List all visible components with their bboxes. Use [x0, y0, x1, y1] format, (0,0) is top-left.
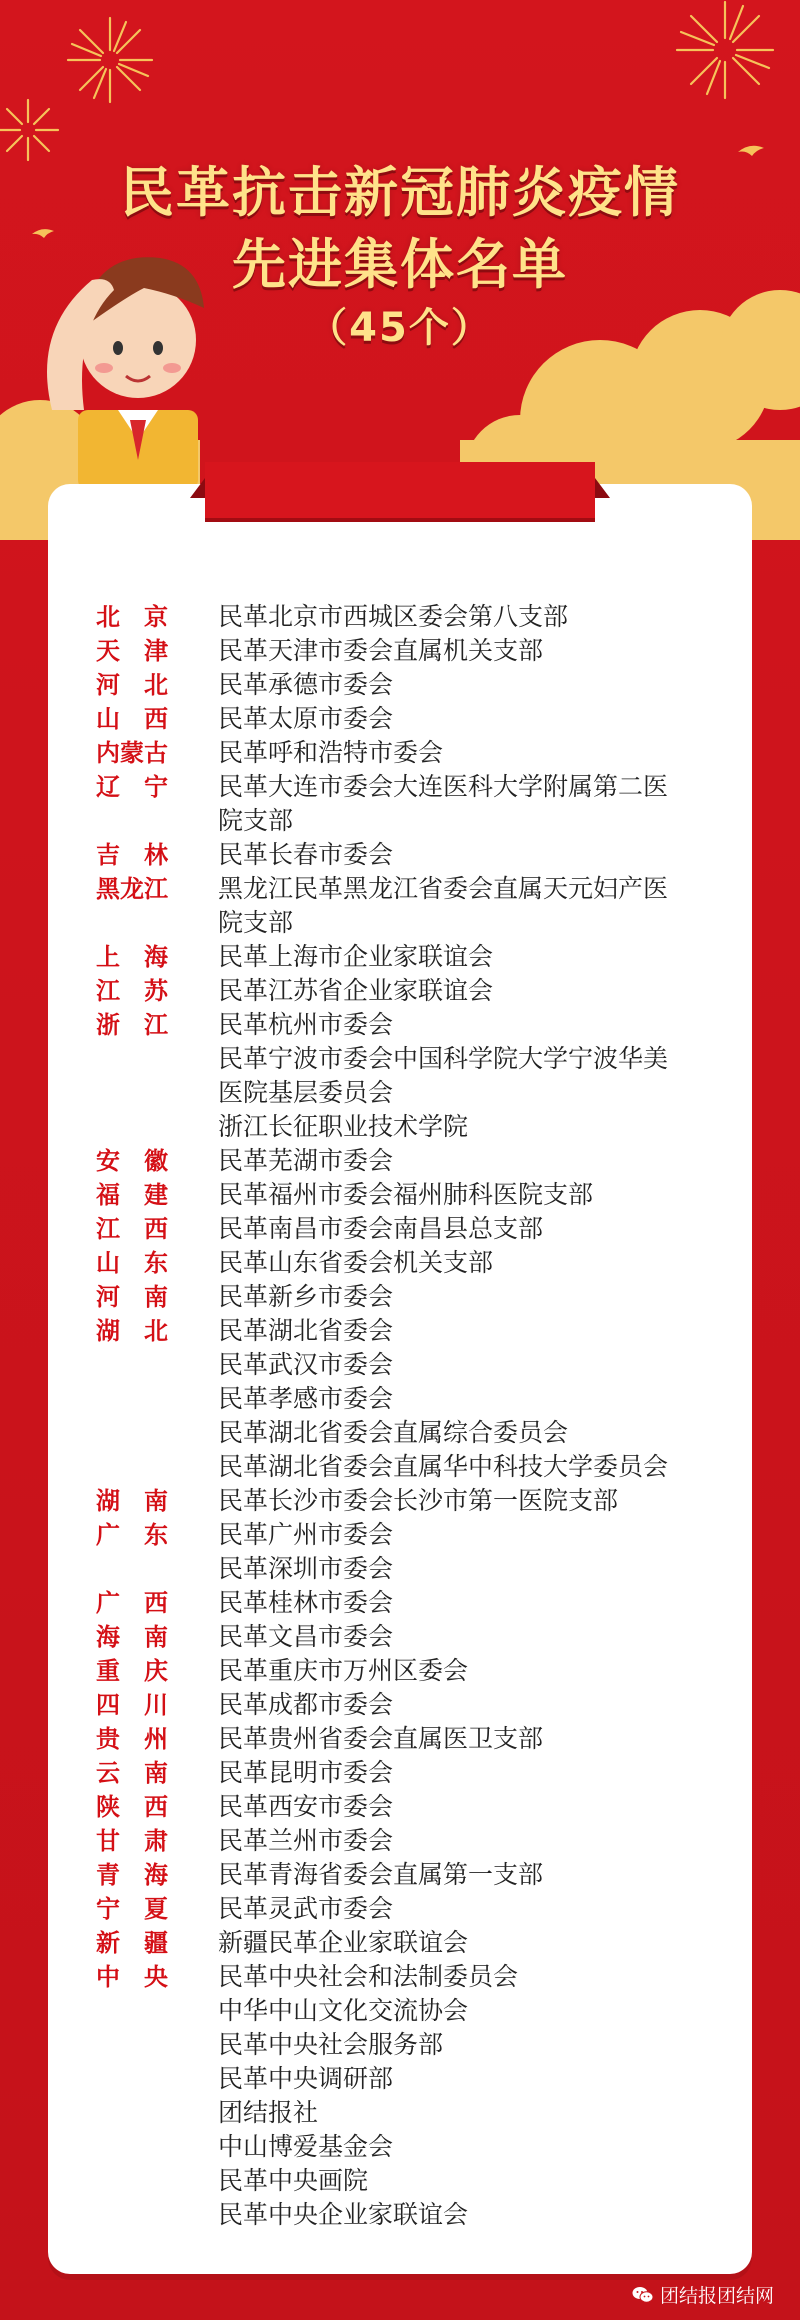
list-item	[96, 838, 736, 872]
province-label: 上 海	[96, 943, 168, 971]
organization-name: 民革芜湖市委会	[218, 1146, 394, 1175]
province-label: 四 川	[96, 1691, 168, 1719]
list-item	[96, 1518, 736, 1586]
organization-name: 民革成都市委会	[218, 1690, 394, 1719]
organization-name: 民革兰州市委会	[218, 1826, 394, 1855]
org-group	[218, 974, 736, 1008]
organization-name: 民革太原市委会	[218, 704, 394, 733]
org-group	[218, 1008, 736, 1144]
organization-name: 民革广州市委会	[218, 1520, 394, 1549]
organization-name: 民革宁波市委会中国科学院大学宁波华美	[218, 1044, 669, 1073]
org-group	[218, 1790, 736, 1824]
org-group	[218, 1620, 736, 1654]
organization-name: 民革中央调研部	[218, 2064, 394, 2093]
province-label: 黑龙江	[96, 875, 168, 903]
organization-name: 民革天津市委会直属机关支部	[218, 636, 544, 665]
organization-name: 民革长沙市委会长沙市第一医院支部	[218, 1486, 619, 1515]
province-label: 重 庆	[96, 1657, 168, 1685]
org-group	[218, 1722, 736, 1756]
org-group	[218, 872, 736, 940]
list-item	[96, 1960, 736, 2232]
province-label: 新 疆	[96, 1929, 168, 1957]
list-item	[96, 1654, 736, 1688]
province-label: 广 东	[96, 1521, 168, 1549]
org-group	[218, 1280, 736, 1314]
wechat-icon	[632, 2286, 654, 2304]
province-label: 江 西	[96, 1215, 168, 1243]
province-label: 福 建	[96, 1181, 168, 1209]
organization-name: 民革上海市企业家联谊会	[218, 942, 494, 971]
organization-name: 民革长春市委会	[218, 840, 394, 869]
province-label: 中 央	[96, 1963, 168, 1991]
province-label: 北 京	[96, 603, 168, 631]
title-line-1: 民革抗击新冠肺炎疫情	[120, 161, 680, 224]
list-item	[96, 1620, 736, 1654]
list-item	[96, 1314, 736, 1484]
ribbon-fold-left	[190, 478, 205, 498]
org-group	[218, 1688, 736, 1722]
organization-name: 团结报社	[218, 2098, 319, 2127]
province-label: 安 徽	[96, 1147, 168, 1175]
org-group	[218, 668, 736, 702]
organization-name: 民革武汉市委会	[218, 1350, 394, 1379]
organization-name: 民革重庆市万州区委会	[218, 1656, 469, 1685]
list-item	[96, 1892, 736, 1926]
list-item	[96, 1178, 736, 1212]
organization-name: 院支部	[218, 908, 294, 937]
organization-name: 民革湖北省委会直属华中科技大学委员会	[218, 1452, 669, 1481]
organization-name: 民革承德市委会	[218, 670, 394, 699]
province-label: 浙 江	[96, 1011, 168, 1039]
province-label: 湖 北	[96, 1317, 168, 1345]
list-item	[96, 1246, 736, 1280]
list-item	[96, 974, 736, 1008]
title-count: （45个）	[307, 305, 493, 351]
organization-name: 民革山东省委会机关支部	[218, 1248, 494, 1277]
province-label: 天 津	[96, 637, 168, 665]
org-group	[218, 940, 736, 974]
province-label: 山 东	[96, 1249, 168, 1277]
list-item	[96, 736, 736, 770]
province-label: 云 南	[96, 1759, 168, 1787]
organization-name: 医院基层委员会	[218, 1078, 394, 1107]
list-item	[96, 1858, 736, 1892]
list-item	[96, 1756, 736, 1790]
organization-name: 民革深圳市委会	[218, 1554, 394, 1583]
list-item	[96, 702, 736, 736]
organization-name: 浙江长征职业技术学院	[218, 1112, 469, 1141]
org-group	[218, 1892, 736, 1926]
organization-name: 民革桂林市委会	[218, 1588, 394, 1617]
ribbon-banner	[205, 462, 595, 518]
org-group	[218, 1212, 736, 1246]
organization-name: 中山博爱基金会	[218, 2132, 394, 2161]
org-group	[218, 1824, 736, 1858]
list-item	[96, 1212, 736, 1246]
list-item	[96, 770, 736, 838]
org-group	[218, 1858, 736, 1892]
list-item	[96, 1790, 736, 1824]
organization-name: 民革江苏省企业家联谊会	[218, 976, 494, 1005]
organization-name: 黑龙江民革黑龙江省委会直属天元妇产医	[218, 874, 669, 903]
organization-name: 民革孝感市委会	[218, 1384, 394, 1413]
list-item	[96, 872, 736, 940]
province-label: 河 北	[96, 671, 168, 699]
province-label: 吉 林	[96, 841, 168, 869]
organization-name: 民革中央社会和法制委员会	[218, 1962, 519, 1991]
watermark	[632, 2281, 774, 2308]
province-label: 宁 夏	[96, 1895, 168, 1923]
org-group	[218, 600, 736, 634]
organization-name: 民革贵州省委会直属医卫支部	[218, 1724, 544, 1753]
org-group	[218, 1654, 736, 1688]
organization-name: 民革中央社会服务部	[218, 2030, 444, 2059]
organization-name: 民革中央企业家联谊会	[218, 2200, 469, 2229]
organization-name: 民革北京市西城区委会第八支部	[218, 602, 569, 631]
list-item	[96, 1688, 736, 1722]
list-item	[96, 634, 736, 668]
province-label: 广 西	[96, 1589, 168, 1617]
province-label: 青 海	[96, 1861, 168, 1889]
province-label: 湖 南	[96, 1487, 168, 1515]
list-item	[96, 1144, 736, 1178]
ribbon-fold-right	[595, 478, 610, 498]
province-label: 贵 州	[96, 1725, 168, 1753]
org-group	[218, 1144, 736, 1178]
organization-name: 民革湖北省委会直属综合委员会	[218, 1418, 569, 1447]
list-item	[96, 1722, 736, 1756]
title-line-2: 先进集体名单	[232, 233, 568, 296]
organization-name: 民革福州市委会福州肺科医院支部	[218, 1180, 594, 1209]
list-item	[96, 1586, 736, 1620]
province-label: 河 南	[96, 1283, 168, 1311]
organization-name: 民革灵武市委会	[218, 1894, 394, 1923]
org-group	[218, 1518, 736, 1586]
organization-name: 院支部	[218, 806, 294, 835]
organization-name: 民革青海省委会直属第一支部	[218, 1860, 544, 1889]
list-item	[96, 940, 736, 974]
watermark-text: 团结报团结网	[659, 2285, 774, 2307]
province-label: 内蒙古	[96, 739, 168, 767]
org-group	[218, 1484, 736, 1518]
org-group	[218, 1314, 736, 1484]
organization-name: 民革大连市委会大连医科大学附属第二医	[218, 772, 669, 801]
organization-name: 民革昆明市委会	[218, 1758, 394, 1787]
org-group	[218, 1960, 736, 2232]
firework-icon	[0, 2, 773, 160]
organization-name: 中华中山文化交流协会	[218, 1996, 469, 2025]
org-group	[218, 634, 736, 668]
org-group	[218, 770, 736, 838]
organization-name: 民革西安市委会	[218, 1792, 394, 1821]
org-group	[218, 1926, 736, 1960]
list-item	[96, 668, 736, 702]
org-group	[218, 702, 736, 736]
org-group	[218, 1246, 736, 1280]
province-label: 山 西	[96, 705, 168, 733]
list-item	[96, 600, 736, 634]
organization-name: 民革呼和浩特市委会	[218, 738, 444, 767]
organization-name: 民革中央画院	[218, 2166, 369, 2195]
province-label: 江 苏	[96, 977, 168, 1005]
organization-name: 民革杭州市委会	[218, 1010, 394, 1039]
organization-name: 民革新乡市委会	[218, 1282, 394, 1311]
org-group	[218, 736, 736, 770]
organization-name: 民革湖北省委会	[218, 1316, 394, 1345]
list-item	[96, 1484, 736, 1518]
province-label: 辽 宁	[96, 773, 168, 801]
organization-name: 民革文昌市委会	[218, 1622, 394, 1651]
list-item	[96, 1926, 736, 1960]
list-item	[96, 1008, 736, 1144]
org-group	[218, 1586, 736, 1620]
org-group	[218, 1178, 736, 1212]
org-group	[218, 1756, 736, 1790]
organization-name: 民革南昌市委会南昌县总支部	[218, 1214, 544, 1243]
collective-list	[96, 600, 736, 2232]
province-label: 陕 西	[96, 1793, 168, 1821]
list-item	[96, 1824, 736, 1858]
province-label: 甘 肃	[96, 1827, 168, 1855]
province-label: 海 南	[96, 1623, 168, 1651]
list-item	[96, 1280, 736, 1314]
organization-name: 新疆民革企业家联谊会	[218, 1928, 469, 1957]
org-group	[218, 838, 736, 872]
